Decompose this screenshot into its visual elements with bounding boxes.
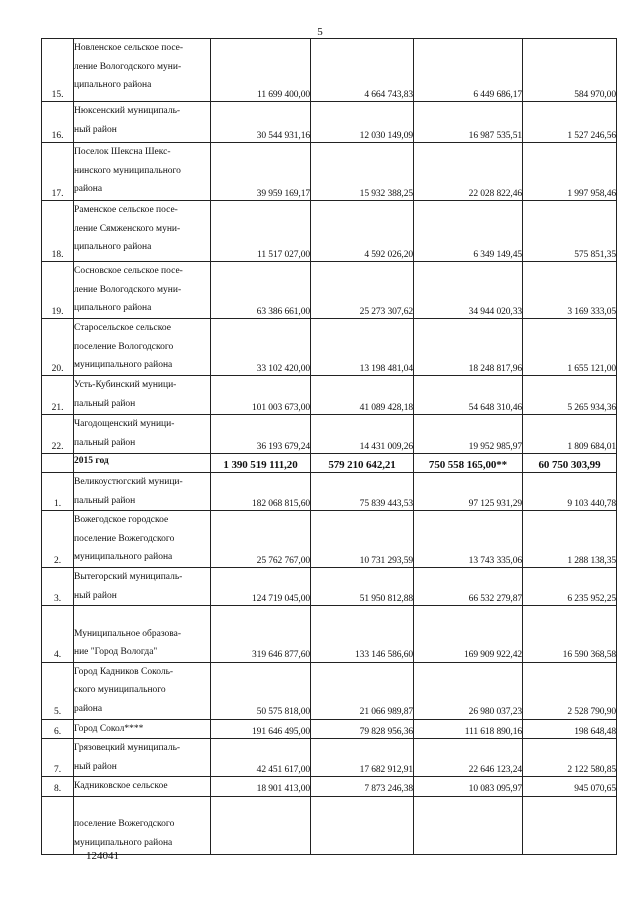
value-cell-v3: 97 125 931,29 bbox=[414, 473, 523, 511]
value-cell-v4: 1 288 138,35 bbox=[523, 511, 617, 568]
row-name bbox=[74, 262, 211, 319]
row-name-line: ный район bbox=[74, 124, 117, 135]
row-name-line: района bbox=[74, 703, 103, 714]
value-cell-v2: 14 431 009,26 bbox=[311, 415, 414, 454]
row-name bbox=[74, 719, 211, 739]
value-cell-v4: 9 103 440,78 bbox=[523, 473, 617, 511]
table-row bbox=[42, 262, 617, 319]
row-name-line: Нюксенский муниципаль- bbox=[74, 106, 181, 116]
row-number: 16. bbox=[42, 102, 74, 143]
table-row bbox=[42, 739, 617, 777]
row-name bbox=[74, 473, 211, 511]
value-cell-v1: 25 762 767,00 bbox=[211, 511, 311, 568]
row-name bbox=[74, 662, 211, 719]
value-cell-v1: 11 517 027,00 bbox=[211, 201, 311, 262]
value-cell-v4: 1 655 121,00 bbox=[523, 319, 617, 376]
value-cell-v4: 6 235 952,25 bbox=[523, 568, 617, 606]
value-cell-v3: 111 618 890,16 bbox=[414, 719, 523, 739]
row-number: 4. bbox=[42, 606, 74, 663]
table-row bbox=[42, 568, 617, 606]
row-name bbox=[74, 376, 211, 415]
footer-code: 124041 bbox=[86, 850, 119, 862]
row-name-line: ципального района bbox=[74, 242, 152, 252]
row-name-line: ципального района bbox=[74, 80, 152, 90]
row-name bbox=[74, 143, 211, 201]
row-name bbox=[74, 777, 211, 797]
value-cell-v1: 36 193 679,24 bbox=[211, 415, 311, 454]
page-number: 5 bbox=[317, 26, 323, 38]
row-name-line bbox=[74, 797, 210, 816]
value-cell-v2: 13 198 481,04 bbox=[311, 319, 414, 376]
value-cell-v2: 79 828 956,36 bbox=[311, 719, 414, 739]
value-cell-v3: 26 980 037,23 bbox=[414, 662, 523, 719]
table-row bbox=[42, 777, 617, 797]
value-cell-v2: 4 664 743,83 bbox=[311, 39, 414, 102]
table-row bbox=[42, 606, 617, 663]
value-cell-v3: 750 558 165,00** bbox=[414, 454, 523, 473]
row-name-line: поселение Вологодского bbox=[74, 341, 174, 352]
value-cell-v4: 584 970,00 bbox=[523, 39, 617, 102]
row-number: 1. bbox=[42, 473, 74, 511]
row-name-line: пальный район bbox=[74, 495, 136, 506]
value-cell-v2: 12 030 149,09 bbox=[311, 102, 414, 143]
value-cell-v2: 21 066 989,87 bbox=[311, 662, 414, 719]
value-cell-v4: 1 997 958,46 bbox=[523, 143, 617, 201]
value-cell-v4: 1 527 246,56 bbox=[523, 102, 617, 143]
value-cell-v4: 60 750 303,99 bbox=[523, 454, 617, 473]
value-cell-v3: 169 909 922,42 bbox=[414, 606, 523, 663]
row-number: 22. bbox=[42, 415, 74, 454]
row-name-line: муниципального района bbox=[74, 552, 173, 562]
row-number: 19. bbox=[42, 262, 74, 319]
value-cell-v3: 6 449 686,17 bbox=[414, 39, 523, 102]
row-name-line: Муниципальное образова- bbox=[74, 628, 182, 639]
value-cell-v3 bbox=[414, 796, 523, 854]
value-cell-v1: 124 719 045,00 bbox=[211, 568, 311, 606]
value-cell-v2: 41 089 428,18 bbox=[311, 376, 414, 415]
row-name-line: Чагодощенский муници- bbox=[74, 419, 175, 429]
row-number: 21. bbox=[42, 376, 74, 415]
row-name bbox=[74, 415, 211, 454]
row-name-line: пальный район bbox=[74, 398, 136, 409]
row-name-line: ный район bbox=[74, 761, 117, 772]
value-cell-v4: 1 809 684,01 bbox=[523, 415, 617, 454]
row-name-line: Усть-Кубинский муници- bbox=[74, 380, 177, 390]
row-name-line: Поселок Шексна Шекс- bbox=[74, 147, 171, 157]
value-cell-v1 bbox=[211, 796, 311, 854]
row-name-line: Старосельское сельское bbox=[74, 323, 171, 333]
row-name-line: ление Сямженского муни- bbox=[74, 223, 181, 234]
row-number bbox=[42, 454, 74, 473]
value-cell-v4: 16 590 368,58 bbox=[523, 606, 617, 663]
value-cell-v2: 51 950 812,88 bbox=[311, 568, 414, 606]
row-number: 17. bbox=[42, 143, 74, 201]
row-name-line: Раменское сельское посе- bbox=[74, 205, 178, 215]
value-cell-v3: 10 083 095,97 bbox=[414, 777, 523, 797]
row-name bbox=[74, 201, 211, 262]
value-cell-v2: 4 592 026,20 bbox=[311, 201, 414, 262]
value-cell-v2: 17 682 912,91 bbox=[311, 739, 414, 777]
table-row bbox=[42, 415, 617, 454]
value-cell-v4: 575 851,35 bbox=[523, 201, 617, 262]
value-cell-v2: 579 210 642,21 bbox=[311, 454, 414, 473]
row-name bbox=[74, 796, 211, 854]
row-name-line: ление Вологодского муни- bbox=[74, 61, 182, 72]
table-row-total bbox=[42, 454, 617, 473]
row-name bbox=[74, 511, 211, 568]
table-row bbox=[42, 473, 617, 511]
row-number: 6. bbox=[42, 719, 74, 739]
value-cell-v4: 945 070,65 bbox=[523, 777, 617, 797]
row-number: 18. bbox=[42, 201, 74, 262]
row-name-line: Кадниковское сельское bbox=[74, 781, 168, 791]
row-name-line: ление Вологодского муни- bbox=[74, 284, 182, 295]
row-name bbox=[74, 102, 211, 143]
table-row bbox=[42, 39, 617, 102]
value-cell-v1: 191 646 495,00 bbox=[211, 719, 311, 739]
row-name-line: 2015 год bbox=[74, 456, 109, 466]
row-name-line bbox=[74, 606, 210, 625]
row-name-line: муниципального района bbox=[74, 837, 173, 848]
value-cell-v1: 63 386 661,00 bbox=[211, 262, 311, 319]
table-row bbox=[42, 319, 617, 376]
value-cell-v2: 7 873 246,38 bbox=[311, 777, 414, 797]
value-cell-v1: 39 959 169,17 bbox=[211, 143, 311, 201]
value-cell-v3: 13 743 335,06 bbox=[414, 511, 523, 568]
row-number: 15. bbox=[42, 39, 74, 102]
value-cell-v1: 33 102 420,00 bbox=[211, 319, 311, 376]
value-cell-v3: 6 349 149,45 bbox=[414, 201, 523, 262]
value-cell-v1: 101 003 673,00 bbox=[211, 376, 311, 415]
row-name-line: района bbox=[74, 184, 103, 194]
row-name-line: муниципального района bbox=[74, 360, 173, 370]
value-cell-v3: 22 028 822,46 bbox=[414, 143, 523, 201]
table-row bbox=[42, 143, 617, 201]
value-cell-v2: 10 731 293,59 bbox=[311, 511, 414, 568]
value-cell-v2: 75 839 443,53 bbox=[311, 473, 414, 511]
row-name bbox=[74, 454, 211, 473]
data-table bbox=[41, 38, 617, 855]
row-name-line: ние "Город Вологда" bbox=[74, 647, 158, 657]
value-cell-v1: 30 544 931,16 bbox=[211, 102, 311, 143]
row-number: 7. bbox=[42, 739, 74, 777]
row-name-line: поселение Вожегодского bbox=[74, 819, 175, 829]
value-cell-v1: 11 699 400,00 bbox=[211, 39, 311, 102]
value-cell-v2: 133 146 586,60 bbox=[311, 606, 414, 663]
value-cell-v4: 3 169 333,05 bbox=[523, 262, 617, 319]
row-name-line: Вожегодское городское bbox=[74, 515, 169, 525]
value-cell-v3: 34 944 020,33 bbox=[414, 262, 523, 319]
value-cell-v1: 319 646 877,60 bbox=[211, 606, 311, 663]
row-name-line: Грязовецкий муниципаль- bbox=[74, 743, 181, 753]
row-name bbox=[74, 606, 211, 663]
row-number: 8. bbox=[42, 777, 74, 797]
value-cell-v4: 2 528 790,90 bbox=[523, 662, 617, 719]
row-name-line: пальный район bbox=[74, 437, 136, 448]
value-cell-v1: 18 901 413,00 bbox=[211, 777, 311, 797]
row-name-line: Город Сокол**** bbox=[74, 723, 144, 734]
row-number: 5. bbox=[42, 662, 74, 719]
row-number: 20. bbox=[42, 319, 74, 376]
table-row bbox=[42, 796, 617, 854]
row-name bbox=[74, 568, 211, 606]
value-cell-v3: 22 646 123,24 bbox=[414, 739, 523, 777]
row-name bbox=[74, 319, 211, 376]
value-cell-v4: 5 265 934,36 bbox=[523, 376, 617, 415]
row-number bbox=[42, 796, 74, 854]
table-row bbox=[42, 102, 617, 143]
row-name-line: Вытегорский муниципаль- bbox=[74, 572, 183, 582]
row-name-line: поселение Вожегодского bbox=[74, 533, 175, 544]
row-name-line: Город Кадников Соколь- bbox=[74, 666, 174, 677]
row-name-line: Великоустюгский муници- bbox=[74, 477, 183, 487]
value-cell-v2: 25 273 307,62 bbox=[311, 262, 414, 319]
row-name-line: ципального района bbox=[74, 303, 152, 313]
value-cell-v4: 198 648,48 bbox=[523, 719, 617, 739]
row-number: 3. bbox=[42, 568, 74, 606]
row-name-line: ского муниципального bbox=[74, 685, 166, 695]
row-name-line: Сосновское сельское посе- bbox=[74, 266, 183, 276]
value-cell-v3: 16 987 535,51 bbox=[414, 102, 523, 143]
row-name bbox=[74, 739, 211, 777]
value-cell-v3: 66 532 279,87 bbox=[414, 568, 523, 606]
row-name bbox=[74, 39, 211, 102]
value-cell-v3: 19 952 985,97 bbox=[414, 415, 523, 454]
table-row bbox=[42, 511, 617, 568]
value-cell-v1: 42 451 617,00 bbox=[211, 739, 311, 777]
table-row bbox=[42, 201, 617, 262]
row-name-line: ный район bbox=[74, 590, 117, 601]
table-row bbox=[42, 719, 617, 739]
value-cell-v3: 18 248 817,96 bbox=[414, 319, 523, 376]
value-cell-v1: 1 390 519 111,20 bbox=[211, 454, 311, 473]
value-cell-v1: 50 575 818,00 bbox=[211, 662, 311, 719]
value-cell-v1: 182 068 815,60 bbox=[211, 473, 311, 511]
value-cell-v3: 54 648 310,46 bbox=[414, 376, 523, 415]
value-cell-v4 bbox=[523, 796, 617, 854]
table-row bbox=[42, 662, 617, 719]
value-cell-v2: 15 932 388,25 bbox=[311, 143, 414, 201]
row-number: 2. bbox=[42, 511, 74, 568]
value-cell-v4: 2 122 580,85 bbox=[523, 739, 617, 777]
table-row bbox=[42, 376, 617, 415]
value-cell-v2 bbox=[311, 796, 414, 854]
row-name-line: нинского муниципального bbox=[74, 165, 181, 176]
row-name-line: Новленское сельское посе- bbox=[74, 43, 184, 53]
